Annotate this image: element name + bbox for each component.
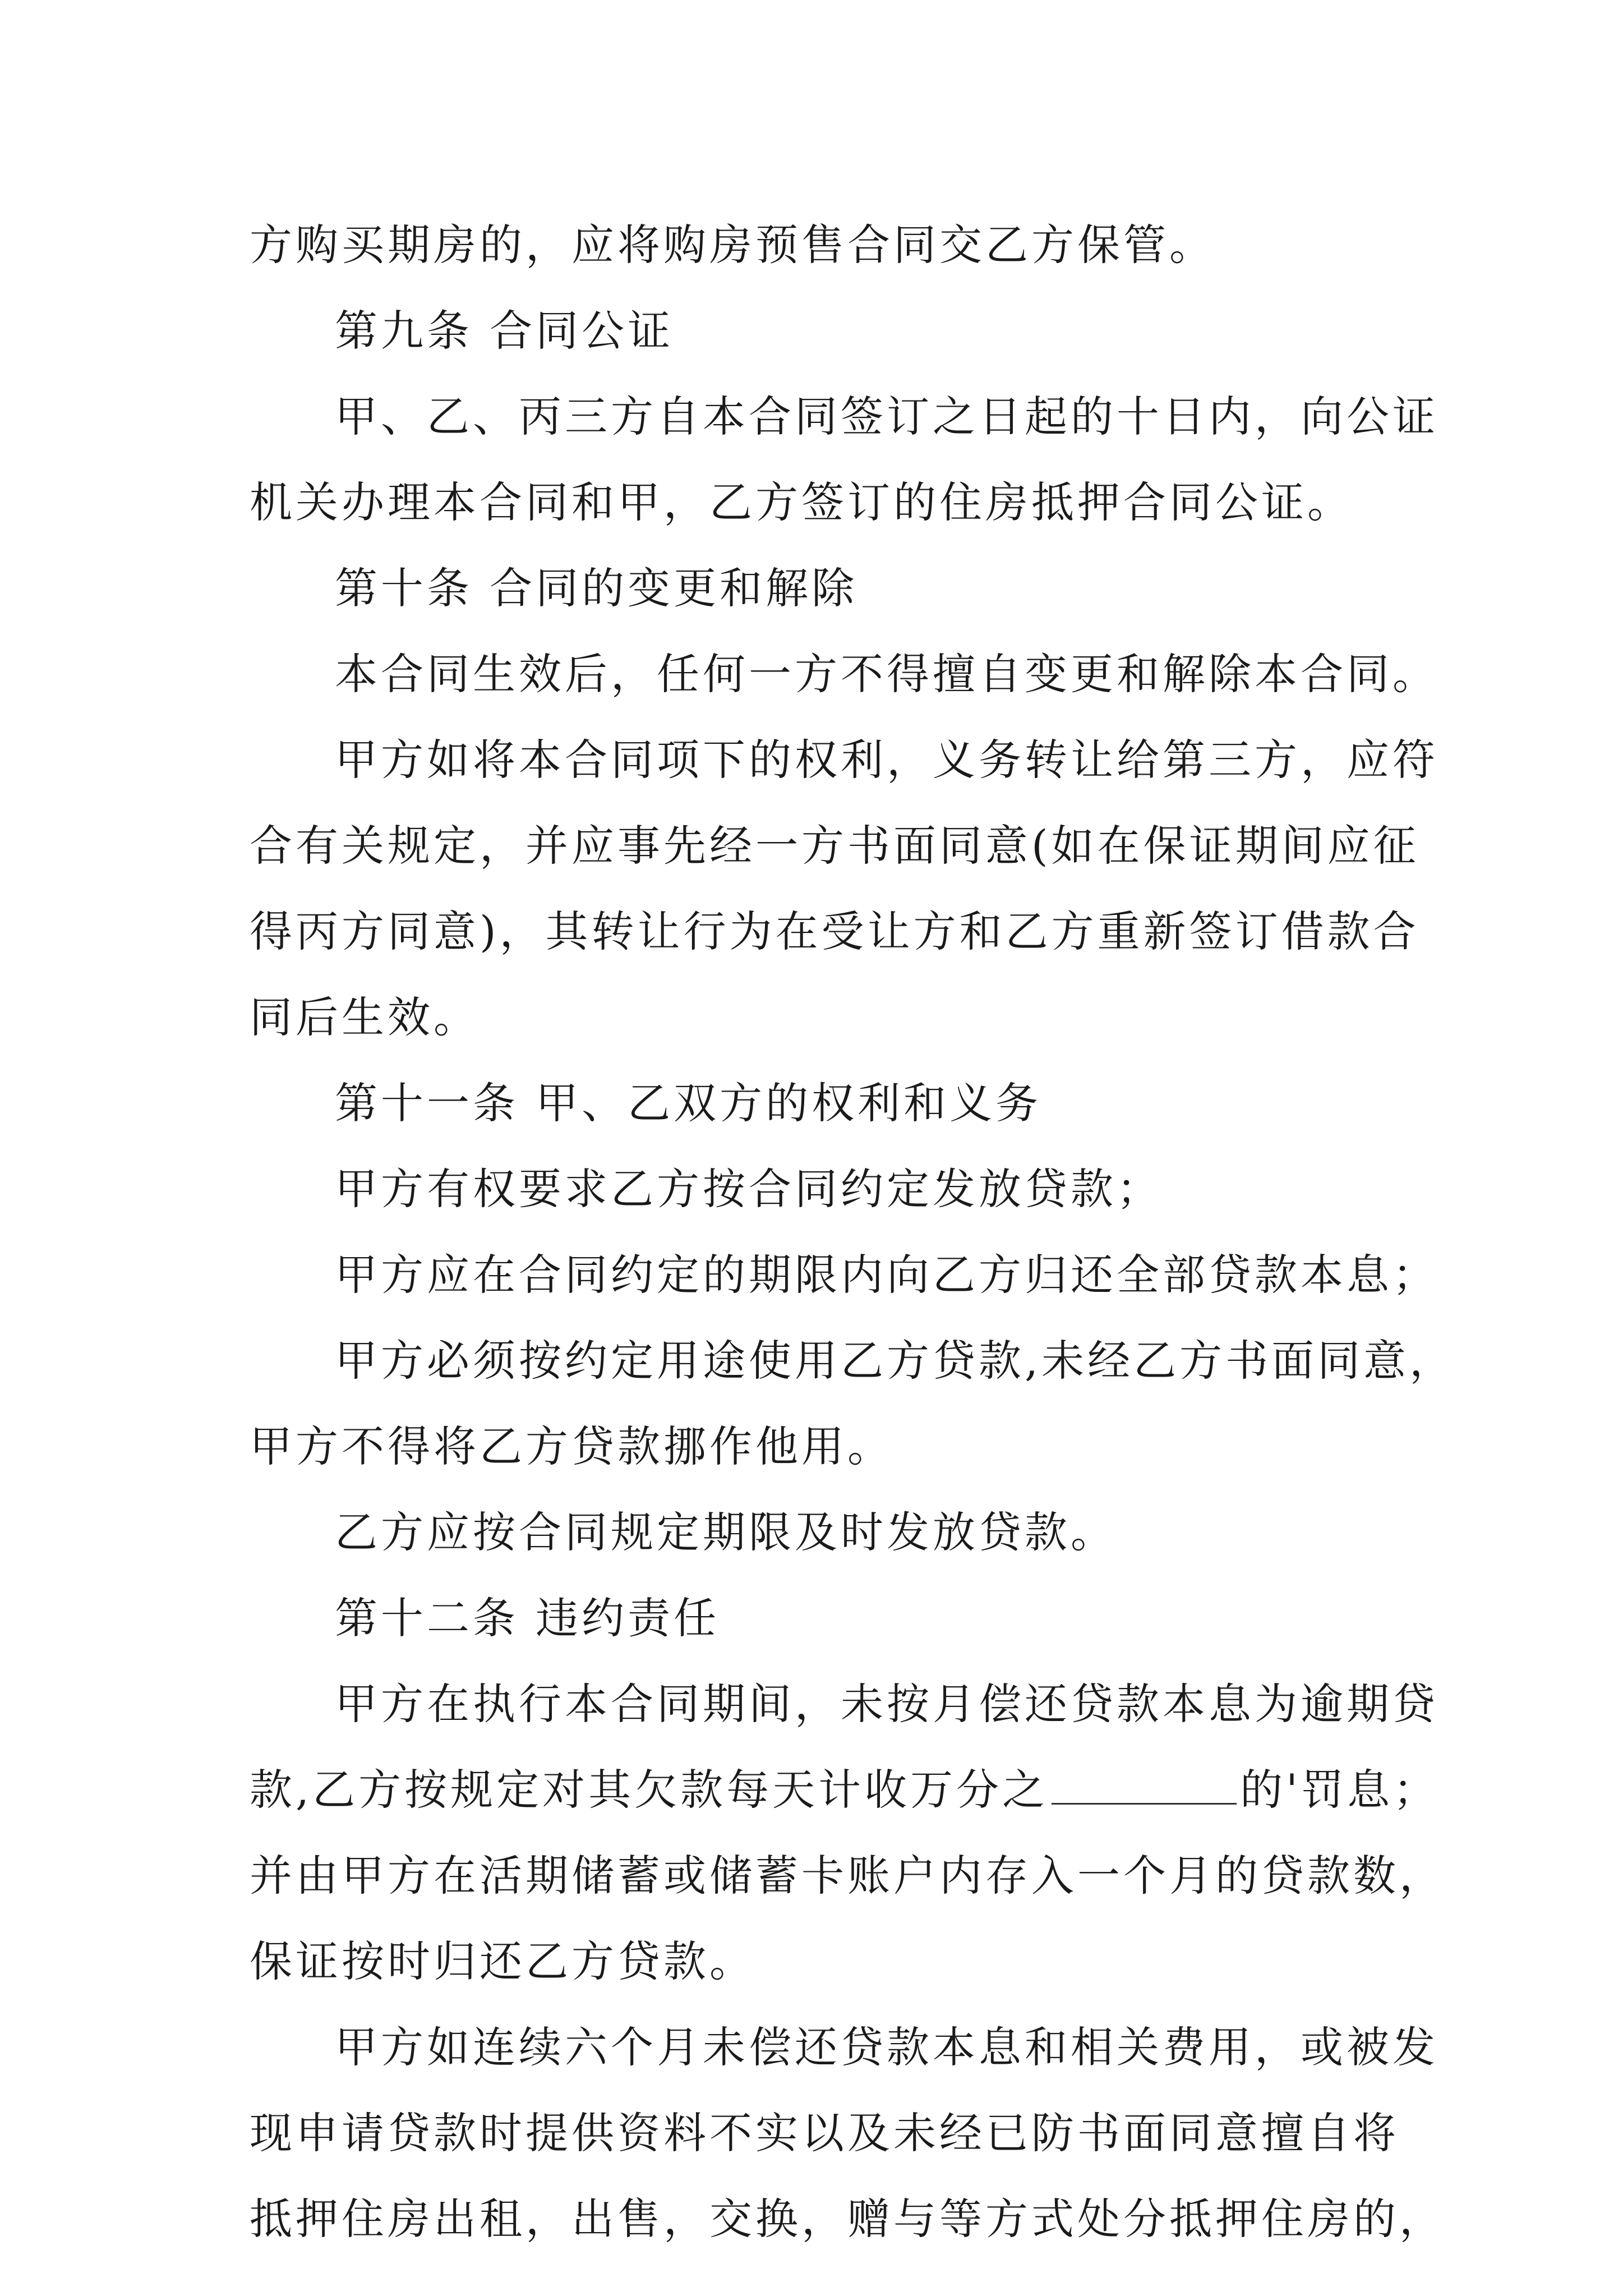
contract-body-text <box>250 202 1456 2262</box>
text-line: 甲方如连续六个月未偿还贷款本息和相关费用，或被发 <box>335 2022 1438 2072</box>
text-before-blank: 款,乙方按规定对其欠款每天计收万分之 <box>250 1765 1049 1815</box>
section-heading-article-10: 第十条 合同的变更和解除 <box>335 563 858 613</box>
text-after-blank: 的'罚息； <box>1240 1765 1440 1815</box>
text-line: 得丙方同意)，其转让行为在受让方和乙方重新签订借款合 <box>250 907 1419 956</box>
text-line: 甲方应在合同约定的期限内向乙方归还全部贷款本息； <box>335 1250 1438 1300</box>
text-line: 抵押住房出租，出售，交换，赠与等方式处分抵押住房的， <box>250 2194 1445 2244</box>
text-line: 甲方在执行本合同期间，未按月偿还贷款本息为逾期贷 <box>335 1679 1438 1729</box>
text-line: 方购买期房的，应将购房预售合同交乙方保管。 <box>250 220 1215 270</box>
section-heading-article-11: 第十一条 甲、乙双方的权利和义务 <box>335 1078 1042 1128</box>
text-line: 保证按时归还乙方贷款。 <box>250 1936 755 1986</box>
text-line: 甲方如将本合同项下的权利，义务转让给第三方，应符 <box>335 735 1438 785</box>
text-line: 机关办理本合同和甲，乙方签订的住房抵押合同公证。 <box>250 477 1353 527</box>
section-heading-article-9: 第九条 合同公证 <box>335 306 674 356</box>
text-line: 本合同生效后，任何一方不得擅自变更和解除本合同。 <box>335 649 1438 699</box>
text-line: 现申请贷款时提供资料不实以及未经已防书面同意擅自将 <box>250 2108 1399 2158</box>
section-heading-article-12: 第十二条 违约责任 <box>335 1593 720 1643</box>
text-line: 甲、乙、丙三方自本合同签订之日起的十日内，向公证 <box>335 392 1438 441</box>
text-line: 甲方不得将乙方贷款挪作他用。 <box>250 1421 893 1471</box>
text-line: 甲方必须按约定用途使用乙方贷款,未经乙方书面同意， <box>335 1336 1456 1386</box>
text-line: 合有关规定，并应事先经一方书面同意(如在保证期间应征 <box>250 821 1419 871</box>
text-line-with-blank <box>250 1747 1440 1833</box>
text-line: 甲方有权要求乙方按合同约定发放贷款； <box>335 1164 1163 1214</box>
text-line: 并由甲方在活期储蓄或储蓄卡账户内存入一个月的贷款数， <box>250 1851 1445 1901</box>
text-line: 乙方应按合同规定期限及时发放贷款。 <box>335 1507 1117 1557</box>
text-line: 同后生效。 <box>250 992 479 1042</box>
fill-in-blank <box>1052 1769 1237 1805</box>
